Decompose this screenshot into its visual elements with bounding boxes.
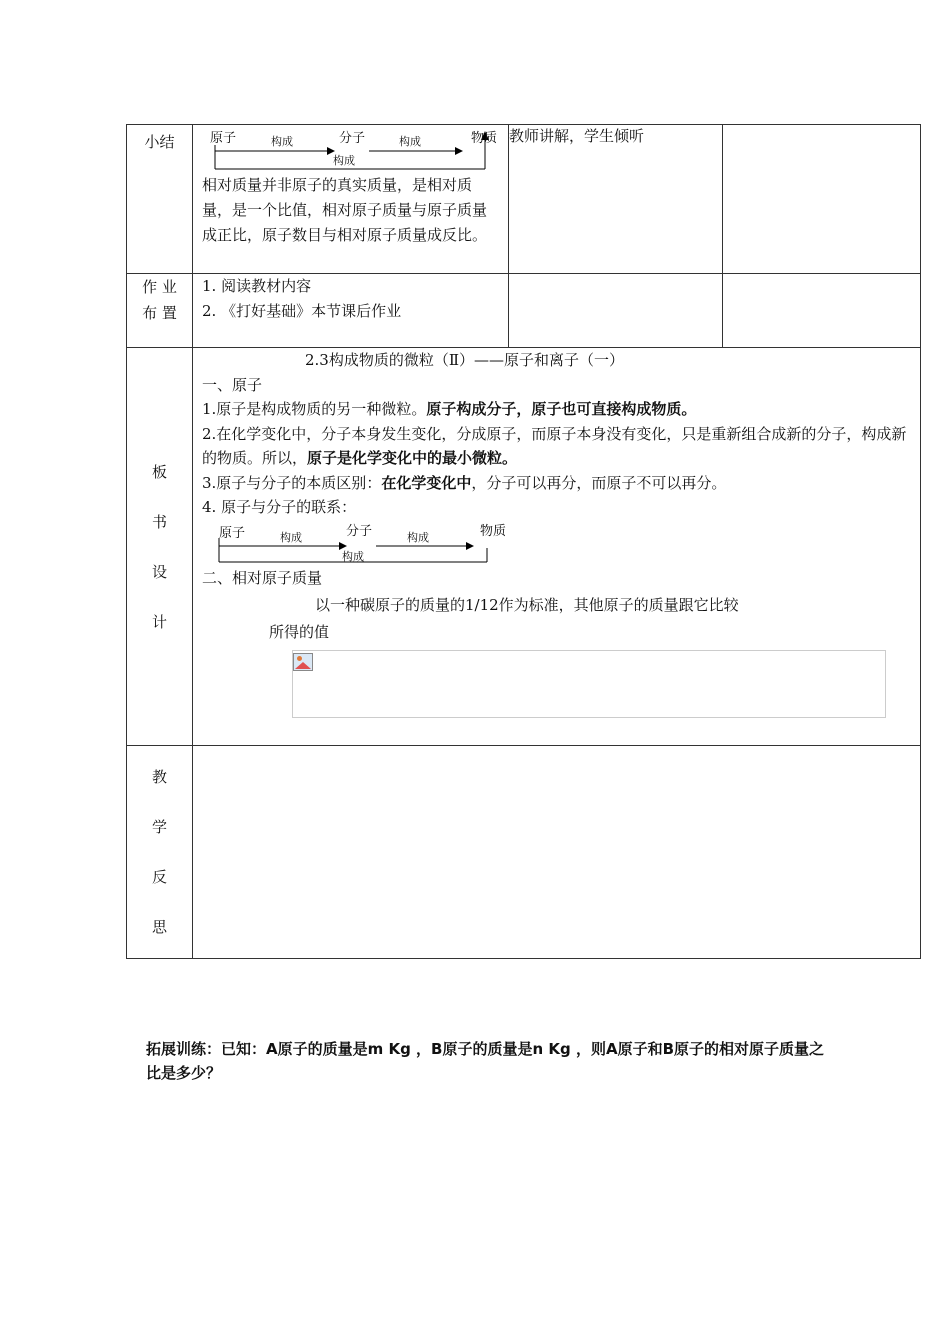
point-2: 2.在化学变化中，分子本身发生变化，分成原子，而原子本身没有变化，只是重新组合成新的分子，构成新的物质。所以，原子是化学变化中的最小微粒。: [202, 424, 907, 467]
section-atom-heading: 一、原子: [202, 375, 263, 394]
molecule-node: 分子: [346, 523, 373, 539]
broken-image-icon: [293, 653, 313, 671]
definition-line-1: 以一种碳原子的质量的1/12作为标准，其他原子的质量跟它比较: [315, 596, 739, 614]
board-row: [127, 348, 921, 746]
board-title: 2.3构成物质的微粒（Ⅱ）——原子和离子（一）: [305, 351, 625, 369]
homework-empty-cell: [509, 274, 723, 348]
point-1: 1.原子是构成物质的另一种微粒。原子构成分子，原子也可直接构成物质。: [202, 400, 697, 418]
summary-label: 小结: [144, 133, 175, 151]
homework-label-line1: 作 业: [142, 278, 177, 296]
board-content-cell: [193, 348, 921, 746]
compose-label: 构成: [333, 154, 355, 167]
homework-item-2: 2. 《打好基础》本节课后作业: [202, 302, 402, 320]
summary-content-cell: [193, 125, 509, 274]
homework-label-line2: 布 置: [142, 304, 177, 322]
reflection-label-cell: [127, 746, 193, 959]
compose-label: 构成: [271, 135, 293, 148]
formula-image-placeholder: [292, 650, 886, 718]
homework-empty-cell: [723, 274, 921, 348]
homework-row: [127, 274, 921, 348]
section-relative-mass-heading: 二、相对原子质量: [202, 568, 323, 587]
reflection-row: [127, 746, 921, 959]
summary-text: 相对质量并非原子的真实质量，是相对质量，是一个比值，相对原子质量与原子质量成正比，原子数目与相对原子质量成反比。: [202, 176, 488, 244]
board-composition-diagram: [204, 520, 912, 566]
compose-label: 构成: [280, 530, 302, 544]
teaching-method: 教师讲解，学生倾听: [509, 127, 645, 145]
summary-label-cell: [127, 125, 193, 274]
compose-label: 构成: [407, 530, 429, 544]
summary-row: [127, 125, 921, 274]
atom-node: 原子: [210, 131, 237, 146]
compose-label: 构成: [399, 135, 421, 148]
reflection-label: 教 学 反 思: [151, 768, 167, 936]
board-label-cell: [127, 348, 193, 746]
homework-content-cell: [193, 274, 509, 348]
atom-node: 原子: [219, 525, 246, 541]
reflection-content-cell: [193, 746, 921, 959]
molecule-node: 分子: [339, 131, 366, 146]
extension-exercise: 拓展训练：已知：A原子的质量是m Kg ，B原子的质量是n Kg ，则A原子和B原子的相对原子质量之比是多少？: [146, 1040, 825, 1082]
board-label: 板 书 设 计: [151, 462, 167, 631]
board-design: [193, 348, 920, 745]
point-4: 4. 原子与分子的联系：: [202, 498, 357, 516]
summary-empty-cell: [723, 125, 921, 274]
compose-label: 构成: [342, 549, 364, 563]
summary-teaching-cell: [509, 125, 723, 274]
homework-label-cell: [127, 274, 193, 348]
homework-item-1: 1. 阅读教材内容: [202, 277, 312, 295]
substance-node: 物质: [480, 523, 507, 539]
summary-composition-diagram: [193, 125, 508, 173]
point-3: 3.原子与分子的本质区别：在化学变化中，分子可以再分，而原子不可以再分。: [202, 473, 727, 492]
lesson-plan-table: [126, 124, 921, 959]
substance-node: 物质: [471, 131, 498, 146]
definition-line-2: 所得的值: [269, 622, 330, 641]
